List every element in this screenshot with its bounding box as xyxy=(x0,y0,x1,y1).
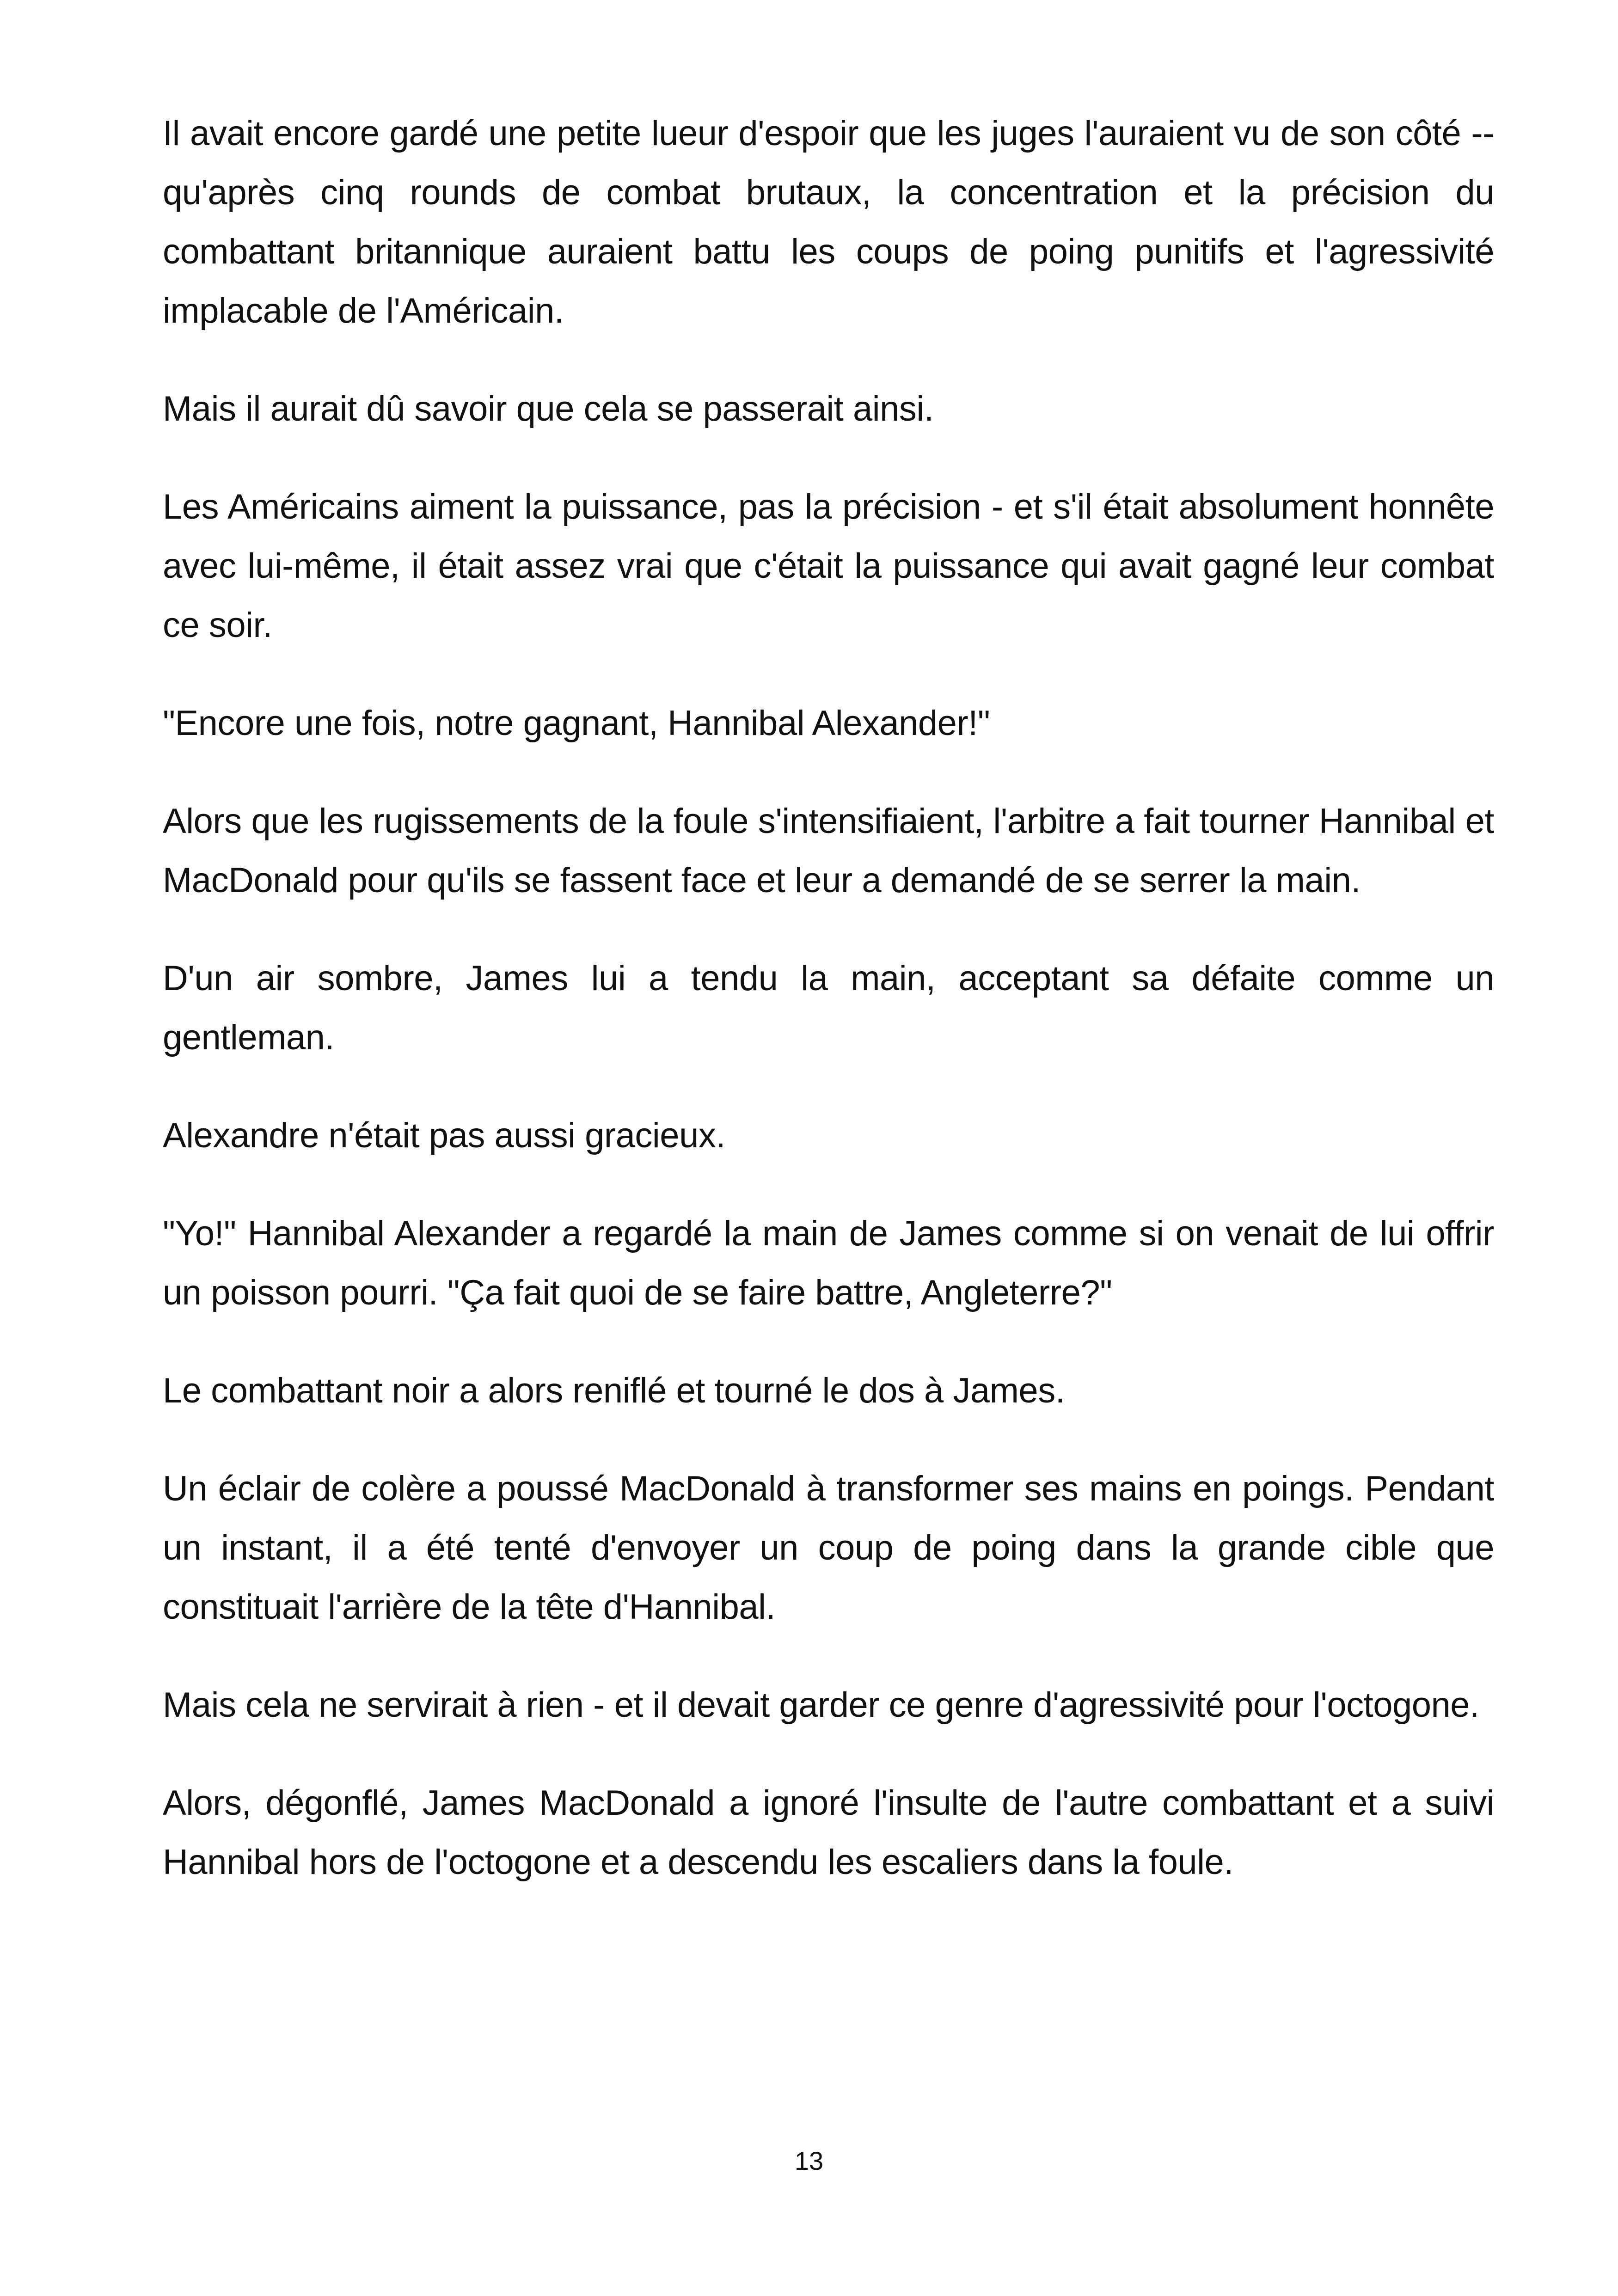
paragraph-7: Alexandre n'était pas aussi gracieux. xyxy=(163,1116,725,1155)
paragraph-10: Un éclair de colère a poussé MacDonald à transformer ses mains en poings. Pendant un instant, il a été tenté d'envoyer un coup de poing dans la grande cible que constituait l'arrière de la tête d'Hannibal. xyxy=(163,1469,1494,1627)
paragraph-3: Les Américains aiment la puissance, pas la précision - et s'il était absolument honnête avec lui-même, il était assez vrai que c'était la puissance qui avait gagné leur combat ce soir. xyxy=(163,487,1494,645)
page-number: 13 xyxy=(794,2146,824,2175)
paragraph-1: Il avait encore gardé une petite lueur d'espoir que les juges l'auraient vu de son côté -- qu'après cinq rounds de combat brutaux, la concentration et la précision du combattant britannique auraient battu les coups de poing punitifs et l'agressivité implacable de l'Américain. xyxy=(163,114,1494,331)
paragraph-6: D'un air sombre, James lui a tendu la main, acceptant sa défaite comme un gentleman. xyxy=(163,959,1494,1057)
paragraph-12: Alors, dégonflé, James MacDonald a ignoré l'insulte de l'autre combattant et a suivi Hannibal hors de l'octogone et a descendu les escaliers dans la foule. xyxy=(163,1783,1494,1882)
paragraph-8: "Yo!" Hannibal Alexander a regardé la main de James comme si on venait de lui offrir un poisson pourri. "Ça fait quoi de se faire battre, Angleterre?" xyxy=(163,1214,1494,1312)
paragraph-2: Mais il aurait dû savoir que cela se passerait ainsi. xyxy=(163,389,934,429)
body-text xyxy=(163,104,1494,1931)
paragraph-5: Alors que les rugissements de la foule s'intensifiaient, l'arbitre a fait tourner Hannibal et MacDonald pour qu'ils se fassent face et leur a demandé de se serrer la main. xyxy=(163,802,1494,900)
paragraph-9: Le combattant noir a alors reniflé et tourné le dos à James. xyxy=(163,1371,1065,1410)
paragraph-11: Mais cela ne servirait à rien - et il devait garder ce genre d'agressivité pour l'octogone. xyxy=(163,1685,1479,1725)
paragraph-4: "Encore une fois, notre gagnant, Hannibal Alexander!" xyxy=(163,704,990,743)
